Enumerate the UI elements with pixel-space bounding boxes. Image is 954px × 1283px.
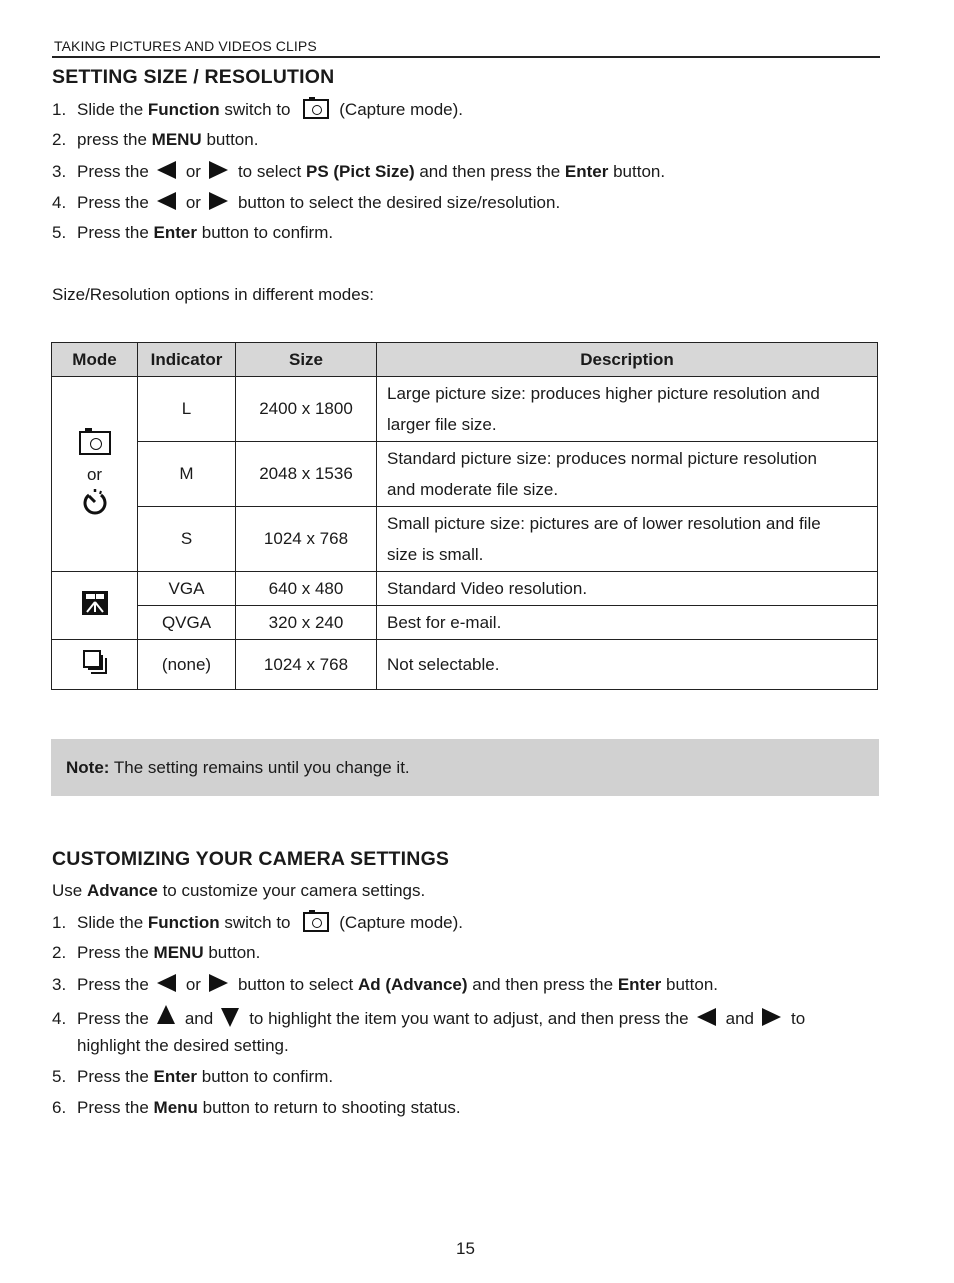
right-arrow-icon: [209, 192, 228, 210]
section-title-customizing: CUSTOMIZING YOUR CAMERA SETTINGS: [52, 848, 450, 870]
running-header: TAKING PICTURES AND VIDEOS CLIPS: [54, 38, 317, 54]
left-arrow-icon: [157, 192, 176, 210]
up-arrow-icon: [157, 1005, 175, 1024]
left-arrow-icon: [697, 1008, 716, 1026]
step-3: 3. Press the or button to select Ad (Advance) and then press the Enter button.: [52, 975, 719, 994]
step-4-continuation: highlight the desired setting.: [77, 1036, 289, 1055]
table-row: VGA 640 x 480 Standard Video resolution.: [52, 572, 878, 606]
camera-icon: [79, 431, 111, 455]
note-text: Note: The setting remains until you change it.: [66, 758, 410, 777]
step-2: 2. press the MENU button.: [52, 130, 259, 149]
section-title-size-resolution: SETTING SIZE / RESOLUTION: [52, 66, 335, 88]
step-6: 6. Press the Menu button to return to shooting status.: [52, 1098, 461, 1117]
col-header-size: Size: [236, 343, 377, 377]
self-timer-icon: [80, 487, 110, 517]
camera-icon: [303, 99, 329, 119]
step-5: 5. Press the Enter button to confirm.: [52, 223, 334, 242]
left-arrow-icon: [157, 974, 176, 992]
table-row: (none) 1024 x 768 Not selectable.: [52, 640, 878, 690]
right-arrow-icon: [209, 974, 228, 992]
table-header-row: [52, 343, 878, 377]
resolution-options-table: [51, 342, 878, 690]
video-icon: [81, 590, 109, 616]
step-1: 1. Slide the Function switch to (Capture mode).: [52, 100, 464, 119]
col-header-mode: Mode: [52, 343, 138, 377]
right-arrow-icon: [209, 161, 228, 179]
step-4: 4. Press the and to highlight the item you want to adjust, and then press the and to: [52, 1005, 805, 1029]
header-rule: [52, 56, 880, 58]
table-row: M 2048 x 1536 Standard picture size: produces normal picture resolution and moderate file size.: [52, 442, 878, 507]
camera-icon: [303, 912, 329, 932]
step-5: 5. Press the Enter button to confirm.: [52, 1067, 334, 1086]
col-header-indicator: Indicator: [138, 343, 236, 377]
step-1: 1. Slide the Function switch to (Capture mode).: [52, 913, 464, 932]
step-3: 3. Press the or to select PS (Pict Size) and then press the Enter button.: [52, 162, 666, 181]
step-2: 2. Press the MENU button.: [52, 943, 261, 962]
section2-intro: Use Advance to customize your camera settings.: [52, 881, 426, 900]
step-4: 4. Press the or button to select the desired size/resolution.: [52, 193, 561, 212]
mode-cell-still: or: [52, 377, 138, 572]
mode-cell-burst: [52, 640, 138, 690]
mode-cell-video: [52, 572, 138, 640]
down-arrow-icon: [221, 1008, 239, 1027]
options-intro: Size/Resolution options in different modes:: [52, 285, 374, 304]
page-number: 15: [456, 1239, 475, 1258]
burst-icon: [82, 649, 108, 675]
col-header-description: Description: [377, 343, 878, 377]
left-arrow-icon: [157, 161, 176, 179]
right-arrow-icon: [762, 1008, 781, 1026]
table-row: S 1024 x 768 Small picture size: pictures are of lower resolution and file size is small.: [52, 507, 878, 572]
table-row: or L 2400 x 1800 Large picture size: produces higher picture resolution and larger file size.: [52, 377, 878, 442]
table-row: QVGA 320 x 240 Best for e-mail.: [52, 606, 878, 640]
